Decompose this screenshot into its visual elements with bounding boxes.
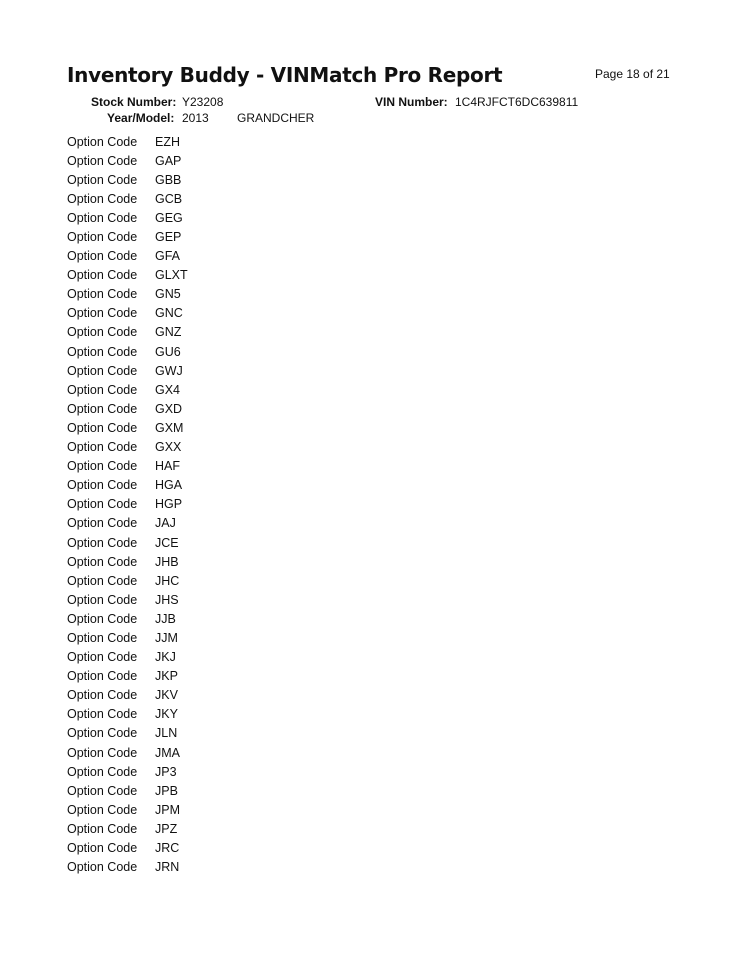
option-code-label: Option Code — [67, 401, 138, 416]
option-row — [67, 571, 188, 590]
option-row — [67, 705, 188, 724]
option-code-label: Option Code — [67, 249, 138, 264]
option-code-label: Option Code — [67, 630, 138, 645]
year-value: 2013 — [182, 111, 209, 125]
option-code-label: Option Code — [67, 688, 138, 703]
option-code-label: Option Code — [67, 363, 138, 378]
option-row — [67, 399, 188, 418]
option-code-value: GN5 — [155, 287, 181, 302]
option-code-label: Option Code — [67, 153, 138, 168]
option-code-label: Option Code — [67, 764, 138, 779]
option-code-value: JP3 — [155, 764, 177, 779]
option-code-value: GLXT — [155, 268, 188, 283]
option-code-label: Option Code — [67, 650, 138, 665]
option-code-value: JKP — [155, 669, 178, 684]
option-row — [67, 590, 188, 609]
stock-number-label: Stock Number: — [91, 95, 177, 109]
option-row — [67, 323, 188, 342]
option-code-label: Option Code — [67, 726, 138, 741]
option-row — [67, 342, 188, 361]
stock-number-value: Y23208 — [182, 95, 224, 109]
option-row — [67, 724, 188, 743]
option-row — [67, 189, 188, 208]
option-row — [67, 609, 188, 628]
option-code-value: GU6 — [155, 344, 181, 359]
option-row — [67, 132, 188, 151]
option-row — [67, 838, 188, 857]
option-code-value: GXX — [155, 440, 182, 455]
option-code-label: Option Code — [67, 420, 138, 435]
option-code-label: Option Code — [67, 382, 138, 397]
option-code-value: GEG — [155, 210, 183, 225]
option-code-value: GX4 — [155, 382, 181, 397]
option-code-label: Option Code — [67, 669, 138, 684]
option-code-label: Option Code — [67, 745, 138, 760]
option-code-value: JKJ — [155, 650, 176, 665]
option-row — [67, 380, 188, 399]
option-code-label: Option Code — [67, 344, 138, 359]
option-code-label: Option Code — [67, 497, 138, 512]
option-code-label: Option Code — [67, 268, 138, 283]
option-row — [67, 418, 188, 437]
option-code-value: GEP — [155, 230, 182, 245]
option-code-label: Option Code — [67, 210, 138, 225]
option-code-label: Option Code — [67, 592, 138, 607]
option-code-value: GCB — [155, 191, 183, 206]
option-row — [67, 552, 188, 571]
option-code-value: JLN — [155, 726, 178, 741]
option-row — [67, 628, 188, 647]
option-code-value: JKV — [155, 688, 178, 703]
option-code-value: JPZ — [155, 821, 178, 836]
option-code-label: Option Code — [67, 134, 138, 149]
option-code-label: Option Code — [67, 440, 138, 455]
option-code-label: Option Code — [67, 783, 138, 798]
option-row — [67, 151, 188, 170]
option-code-value: JCE — [155, 535, 179, 550]
option-code-value: JJM — [155, 630, 178, 645]
option-code-label: Option Code — [67, 478, 138, 493]
option-row — [67, 858, 188, 877]
option-row — [67, 266, 188, 285]
year-model-label: Year/Model: — [107, 111, 175, 125]
option-code-label: Option Code — [67, 535, 138, 550]
option-code-label: Option Code — [67, 306, 138, 321]
option-row — [67, 743, 188, 762]
option-code-value: HGA — [155, 478, 183, 493]
option-code-value: HAF — [155, 459, 180, 474]
option-row — [67, 438, 188, 457]
option-row — [67, 170, 188, 189]
option-code-label: Option Code — [67, 611, 138, 626]
option-code-label: Option Code — [67, 573, 138, 588]
option-row — [67, 476, 188, 495]
option-code-value: JHC — [155, 573, 180, 588]
option-code-value: JHS — [155, 592, 179, 607]
model-value: GRANDCHER — [237, 111, 315, 125]
option-row — [67, 800, 188, 819]
option-code-label: Option Code — [67, 191, 138, 206]
option-row — [67, 227, 188, 246]
option-row — [67, 495, 188, 514]
option-code-value: GNZ — [155, 325, 182, 340]
option-code-label: Option Code — [67, 821, 138, 836]
option-code-value: GNC — [155, 306, 183, 321]
option-row — [67, 361, 188, 380]
option-code-value: GXM — [155, 420, 184, 435]
option-code-label: Option Code — [67, 459, 138, 474]
vin-number-label: VIN Number: — [375, 95, 448, 109]
option-code-value: JJB — [155, 611, 176, 626]
option-code-label: Option Code — [67, 230, 138, 245]
option-row — [67, 667, 188, 686]
option-row — [67, 762, 188, 781]
option-code-value: JHB — [155, 554, 179, 569]
option-row — [67, 457, 188, 476]
option-code-label: Option Code — [67, 325, 138, 340]
option-code-label: Option Code — [67, 841, 138, 856]
option-code-label: Option Code — [67, 287, 138, 302]
option-code-value: JRC — [155, 841, 180, 856]
option-row — [67, 285, 188, 304]
option-row — [67, 304, 188, 323]
option-code-value: GAP — [155, 153, 182, 168]
vin-number-value: 1C4RJFCT6DC639811 — [455, 95, 579, 109]
option-row — [67, 247, 188, 266]
option-code-value: HGP — [155, 497, 183, 512]
option-code-label: Option Code — [67, 707, 138, 722]
report-title: Inventory Buddy - VINMatch Pro Report — [67, 63, 503, 87]
option-code-value: GFA — [155, 249, 181, 264]
option-row — [67, 686, 188, 705]
page-number: Page 18 of 21 — [595, 67, 670, 81]
option-code-value: JPB — [155, 783, 178, 798]
option-code-value: GXD — [155, 401, 183, 416]
option-code-value: JMA — [155, 745, 180, 760]
option-row — [67, 514, 188, 533]
option-row — [67, 533, 188, 552]
option-code-value: GBB — [155, 172, 182, 187]
option-code-value: JAJ — [155, 516, 176, 531]
option-code-label: Option Code — [67, 802, 138, 817]
option-code-value: JKY — [155, 707, 178, 722]
option-code-label: Option Code — [67, 554, 138, 569]
option-code-value: JRN — [155, 860, 180, 875]
option-code-value: GWJ — [155, 363, 183, 378]
option-code-value: JPM — [155, 802, 180, 817]
option-row — [67, 819, 188, 838]
option-code-list — [67, 132, 188, 877]
option-code-value: EZH — [155, 134, 180, 149]
option-code-label: Option Code — [67, 516, 138, 531]
option-code-label: Option Code — [67, 172, 138, 187]
option-row — [67, 648, 188, 667]
option-code-label: Option Code — [67, 860, 138, 875]
option-row — [67, 781, 188, 800]
option-row — [67, 208, 188, 227]
